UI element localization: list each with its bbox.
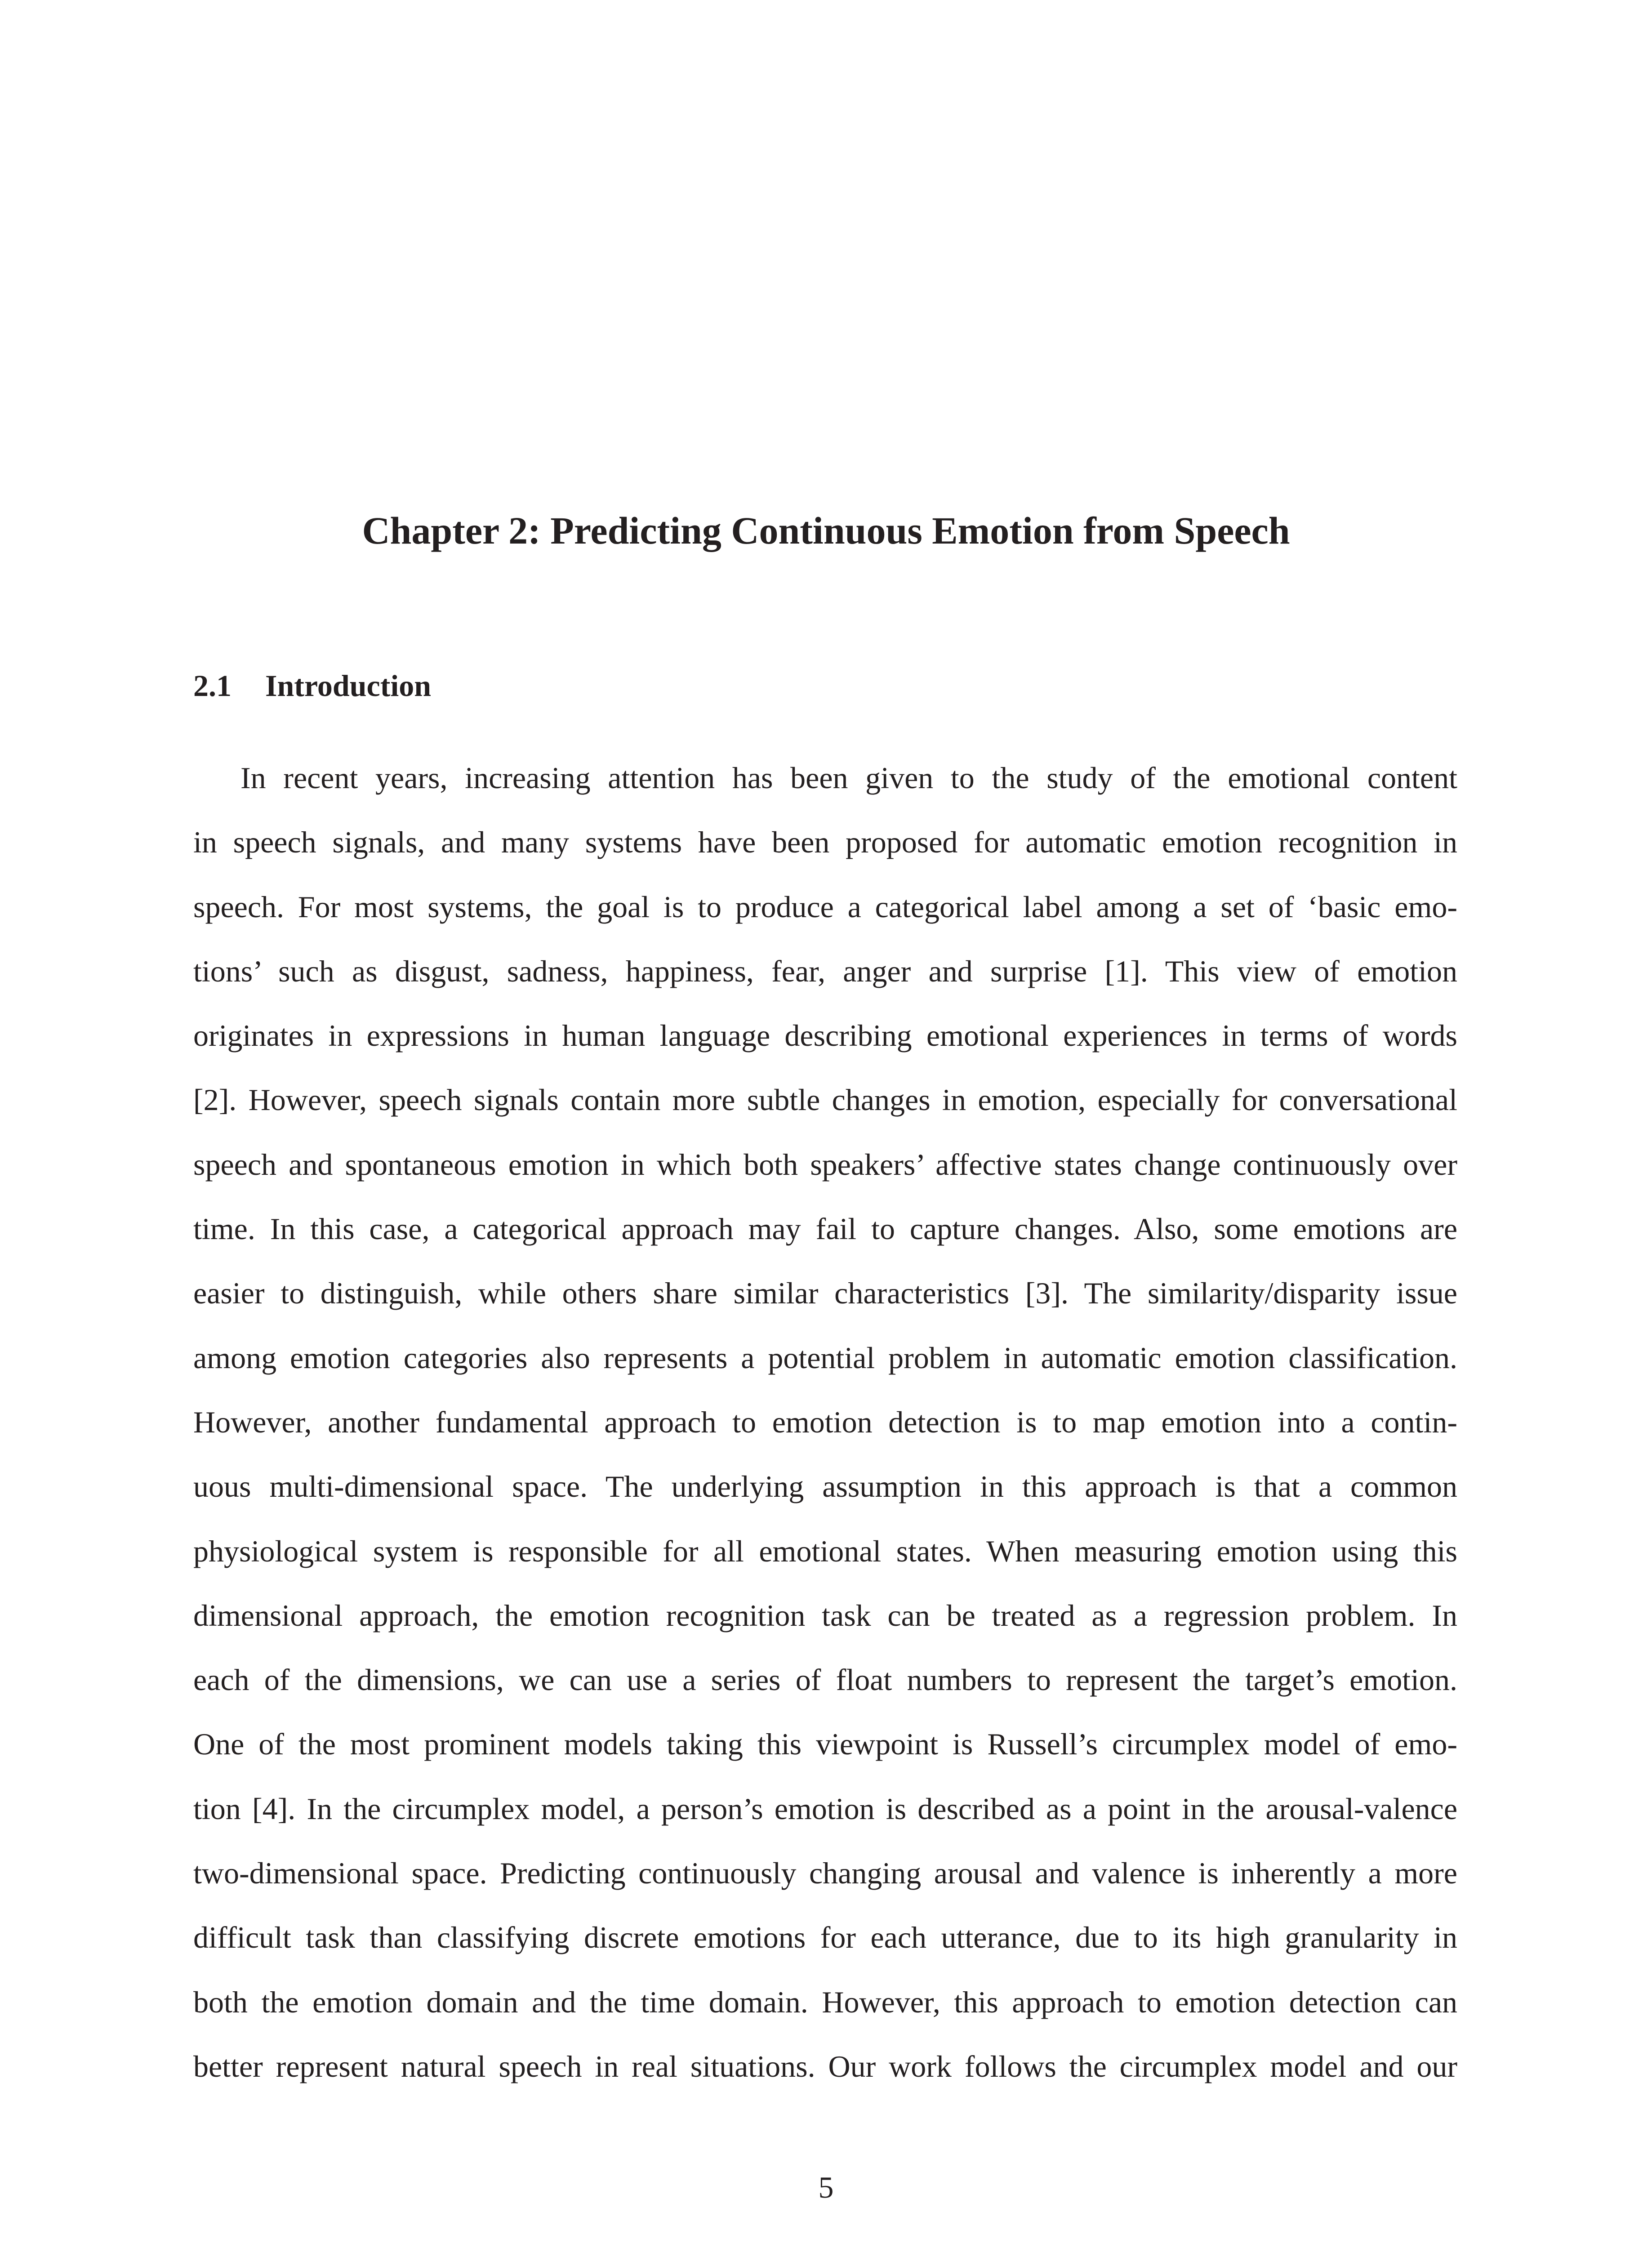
page-number: 5: [818, 2170, 834, 2204]
paragraph-line: However, another fundamental approach to emotion detection is to map emotion into a contin-: [193, 1405, 1457, 1439]
paragraph-line: One of the most prominent models taking this viewpoint is Russell’s circumplex model of emo-: [193, 1727, 1457, 1762]
paragraph-line: easier to distinguish, while others share similar characteristics [3]. The similarity/disparity issue: [193, 1276, 1457, 1311]
paragraph-line: dimensional approach, the emotion recognition task can be treated as a regression problem. In: [193, 1598, 1457, 1632]
paragraph-line: each of the dimensions, we can use a series of float numbers to represent the target’s emotion.: [193, 1663, 1457, 1697]
paragraph-line: difficult task than classifying discrete emotions for each utterance, due to its high granularity in: [193, 1920, 1457, 1955]
body-paragraph: [193, 755, 1457, 2108]
paragraph-line: tion [4]. In the circumplex model, a person’s emotion is described as a point in the arousal-valence: [193, 1791, 1457, 1826]
paragraph-line: [2]. However, speech signals contain more subtle changes in emotion, especially for conversational: [193, 1083, 1457, 1117]
paragraph-line: tions’ such as disgust, sadness, happiness, fear, anger and surprise [1]. This view of emotion: [193, 954, 1457, 988]
paragraph-line: among emotion categories also represents a potential problem in automatic emotion classification.: [193, 1340, 1457, 1375]
paragraph-line: uous multi-dimensional space. The underlying assumption in this approach is that a common: [193, 1469, 1457, 1504]
paragraph-line: in speech signals, and many systems have been proposed for automatic emotion recognition in: [193, 825, 1457, 860]
paragraph-line: originates in expressions in human language describing emotional experiences in terms of words: [193, 1018, 1457, 1053]
paragraph-line: speech and spontaneous emotion in which both speakers’ affective states change continuously over: [193, 1147, 1457, 1182]
chapter-title: Chapter 2: Predicting Continuous Emotion from Speech: [362, 509, 1290, 552]
paragraph-line: better represent natural speech in real situations. Our work follows the circumplex model and our: [193, 2049, 1457, 2083]
section-number: 2.1: [193, 669, 232, 703]
section-heading: [193, 665, 431, 706]
paragraph-line: In recent years, increasing attention has been given to the study of the emotional content: [240, 761, 1457, 795]
paragraph-line: time. In this case, a categorical approach may fail to capture changes. Also, some emotions are: [193, 1212, 1457, 1246]
paragraph-line: speech. For most systems, the goal is to produce a categorical label among a set of ‘basic emo-: [193, 889, 1457, 924]
section-title: Introduction: [265, 669, 432, 703]
paragraph-line: two-dimensional space. Predicting continuously changing arousal and valence is inherently a more: [193, 1856, 1457, 1891]
paragraph-line: both the emotion domain and the time domain. However, this approach to emotion detection can: [193, 1985, 1457, 2019]
paragraph-line: physiological system is responsible for all emotional states. When measuring emotion using this: [193, 1534, 1457, 1568]
